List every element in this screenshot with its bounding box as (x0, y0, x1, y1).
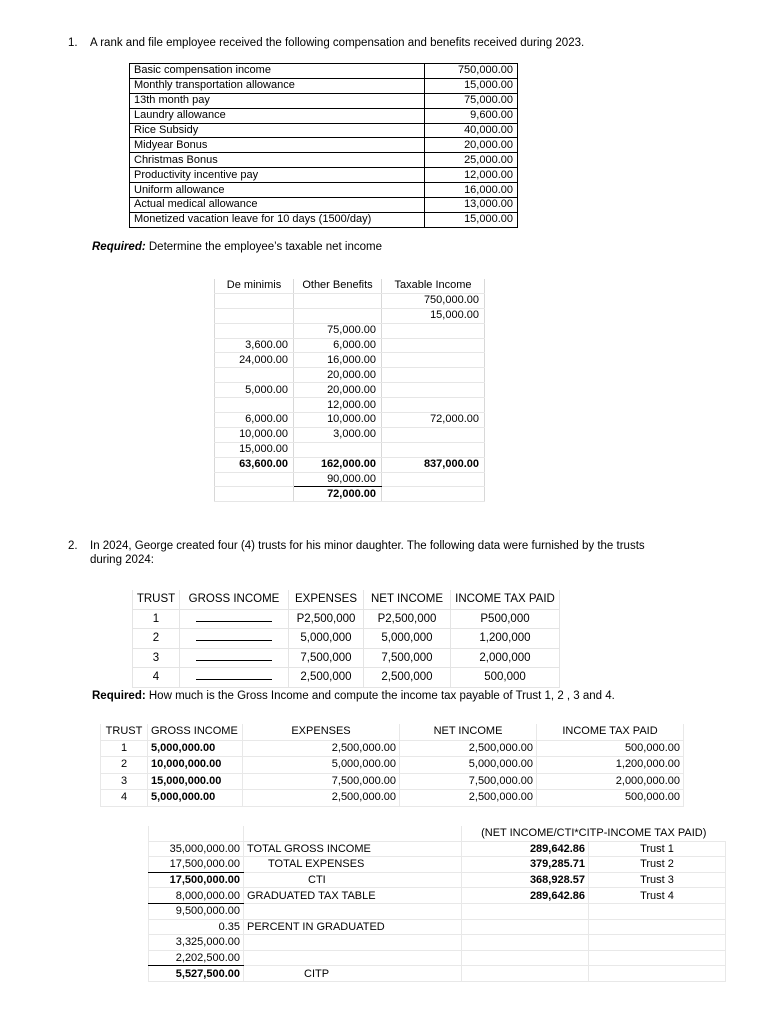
worksheet-cell: 10,000.00 (215, 427, 294, 442)
q1-text: A rank and file employee received the following compensation and benefits received during 2023. (90, 37, 585, 49)
computation-label (244, 903, 462, 919)
computation-label: TOTAL GROSS INCOME (244, 841, 462, 857)
compensation-row (130, 212, 518, 227)
compensation-row (130, 123, 518, 138)
computation-label: CTI (244, 872, 462, 888)
computation-row (149, 903, 726, 919)
worksheet-header-row (215, 279, 485, 293)
computation-result (462, 919, 589, 935)
required-text-2: How much is the Gross Income and compute the income tax payable of Trust 1, 2 , 3 and 4. (145, 690, 615, 702)
worksheet-cell (294, 442, 382, 457)
answer-gross-income: 5,000,000.00 (148, 790, 243, 807)
computation-amount: 35,000,000.00 (149, 841, 244, 857)
trust-header: INCOME TAX PAID (451, 590, 560, 609)
taxable-excess: 72,000.00 (294, 487, 382, 502)
computation-trust (589, 950, 726, 966)
compensation-label: Uniform allowance (130, 183, 425, 198)
compensation-value: 13,000.00 (425, 198, 518, 213)
worksheet-row (215, 293, 485, 308)
answer-net-income: 7,500,000.00 (400, 773, 537, 790)
taxable-income-worksheet (214, 279, 485, 502)
computation-note-row (149, 826, 726, 841)
required-label: Required: (92, 241, 146, 253)
compensation-label: Monetized vacation leave for 10 days (1500/day) (130, 212, 425, 227)
worksheet-row (215, 413, 485, 428)
fill-in-blank (196, 630, 272, 641)
fill-in-blank (196, 611, 272, 622)
answer-expenses: 5,000,000.00 (243, 757, 400, 774)
worksheet-cell (382, 323, 485, 338)
compensation-value: 40,000.00 (425, 123, 518, 138)
computation-label: CITP (244, 966, 462, 982)
answer-header: NET INCOME (400, 724, 537, 740)
computation-label: TOTAL EXPENSES (244, 857, 462, 873)
answer-trust: 2 (101, 757, 148, 774)
worksheet-cell: 15,000.00 (382, 308, 485, 323)
computation-trust: Trust 2 (589, 857, 726, 873)
worksheet-row (215, 368, 485, 383)
compensation-label: Actual medical allowance (130, 198, 425, 213)
q2-text-line1: In 2024, George created four (4) trusts for his minor daughter. The following data were furnished by the trusts (90, 540, 645, 552)
compensation-row (130, 183, 518, 198)
worksheet-cell (215, 368, 294, 383)
worksheet-cell (215, 293, 294, 308)
worksheet-header: Other Benefits (294, 279, 382, 293)
answer-expenses: 2,500,000.00 (243, 740, 400, 757)
worksheet-cell: 6,000.00 (294, 338, 382, 353)
trust-income-tax-paid: P500,000 (451, 609, 560, 629)
trust-row (133, 668, 560, 688)
computation-amount: 17,500,000.00 (149, 872, 244, 888)
trust-row (133, 609, 560, 629)
gross-income-blank (180, 668, 289, 688)
trust-header: GROSS INCOME (180, 590, 289, 609)
computation-label (244, 935, 462, 951)
trust-net-income: P2,500,000 (364, 609, 451, 629)
fill-in-blank (196, 650, 272, 661)
q1-required (92, 241, 382, 253)
worksheet-cell: 750,000.00 (382, 293, 485, 308)
computation-cell (244, 826, 462, 841)
worksheet-cell: 16,000.00 (294, 353, 382, 368)
worksheet-row (215, 353, 485, 368)
compensation-row (130, 93, 518, 108)
computation-cell (149, 826, 244, 841)
worksheet-row (215, 383, 485, 398)
computation-result (462, 903, 589, 919)
computation-trust: Trust 3 (589, 872, 726, 888)
compensation-value: 12,000.00 (425, 168, 518, 183)
compensation-value: 75,000.00 (425, 93, 518, 108)
compensation-value: 15,000.00 (425, 78, 518, 93)
compensation-row (130, 108, 518, 123)
worksheet-cell (382, 383, 485, 398)
computation-result: 289,642.86 (462, 888, 589, 904)
computation-amount: 2,202,500.00 (149, 950, 244, 966)
computation-row (149, 872, 726, 888)
trust-tax-computation (148, 826, 726, 982)
worksheet-cell: 20,000.00 (294, 383, 382, 398)
required-label-2: Required: (92, 690, 146, 702)
gross-income-blank (180, 629, 289, 649)
gross-income-blank (180, 648, 289, 668)
trust-net-income: 2,500,000 (364, 668, 451, 688)
compensation-value: 16,000.00 (425, 183, 518, 198)
compensation-row (130, 168, 518, 183)
trust-answer-table (100, 724, 684, 807)
fill-in-blank (196, 669, 272, 680)
compensation-value: 750,000.00 (425, 64, 518, 79)
worksheet-cell (215, 472, 294, 487)
answer-header: EXPENSES (243, 724, 400, 740)
answer-gross-income: 10,000,000.00 (148, 757, 243, 774)
worksheet-cell (382, 368, 485, 383)
worksheet-cell (215, 398, 294, 413)
answer-net-income: 2,500,000.00 (400, 740, 537, 757)
answer-expenses: 7,500,000.00 (243, 773, 400, 790)
answer-trust: 4 (101, 790, 148, 807)
trust-income-tax-paid: 1,200,000 (451, 629, 560, 649)
answer-row (101, 790, 684, 807)
computation-row (149, 888, 726, 904)
answer-gross-income: 5,000,000.00 (148, 740, 243, 757)
computation-amount: 17,500,000.00 (149, 857, 244, 873)
computation-trust (589, 966, 726, 982)
worksheet-row (215, 398, 485, 413)
computation-result: 289,642.86 (462, 841, 589, 857)
worksheet-cell: 75,000.00 (294, 323, 382, 338)
worksheet-row (215, 308, 485, 323)
computation-amount: 0.35 (149, 919, 244, 935)
worksheet-cell (382, 398, 485, 413)
worksheet-cell: 3,600.00 (215, 338, 294, 353)
answer-expenses: 2,500,000.00 (243, 790, 400, 807)
trust-income-tax-paid: 500,000 (451, 668, 560, 688)
worksheet-cell (215, 323, 294, 338)
worksheet-cell: 5,000.00 (215, 383, 294, 398)
computation-row (149, 841, 726, 857)
computation-result (462, 950, 589, 966)
trust-income-tax-paid: 2,000,000 (451, 648, 560, 668)
computation-result (462, 966, 589, 982)
compensation-label: Productivity incentive pay (130, 168, 425, 183)
worksheet-row (215, 338, 485, 353)
answer-net-income: 5,000,000.00 (400, 757, 537, 774)
answer-trust: 3 (101, 773, 148, 790)
compensation-value: 15,000.00 (425, 212, 518, 227)
trust-row (133, 629, 560, 649)
answer-tax-paid: 2,000,000.00 (537, 773, 684, 790)
worksheet-header: De minimis (215, 279, 294, 293)
worksheet-cell (382, 487, 485, 502)
worksheet-cell (294, 293, 382, 308)
answer-header: INCOME TAX PAID (537, 724, 684, 740)
answer-trust: 1 (101, 740, 148, 757)
worksheet-cell: 15,000.00 (215, 442, 294, 457)
trust-number: 2 (133, 629, 180, 649)
answer-tax-paid: 500,000.00 (537, 790, 684, 807)
trust-expenses: P2,500,000 (289, 609, 364, 629)
computation-trust: Trust 4 (589, 888, 726, 904)
compensation-value: 20,000.00 (425, 138, 518, 153)
worksheet-total: 837,000.00 (382, 457, 485, 472)
compensation-table (129, 63, 518, 228)
computation-trust (589, 903, 726, 919)
compensation-label: Midyear Bonus (130, 138, 425, 153)
worksheet-cell (382, 338, 485, 353)
computation-amount: 8,000,000.00 (149, 888, 244, 904)
computation-trust: Trust 1 (589, 841, 726, 857)
computation-amount: 3,325,000.00 (149, 935, 244, 951)
trust-row (133, 648, 560, 668)
worksheet-cell: 24,000.00 (215, 353, 294, 368)
q2-text-line2: during 2024: (90, 554, 154, 566)
computation-row (149, 950, 726, 966)
trust-net-income: 7,500,000 (364, 648, 451, 668)
trust-header-row (133, 590, 560, 609)
worksheet-cell (382, 472, 485, 487)
trust-header: TRUST (133, 590, 180, 609)
compensation-row (130, 78, 518, 93)
answer-tax-paid: 500,000.00 (537, 740, 684, 757)
compensation-row (130, 64, 518, 79)
worksheet-cell: 3,000.00 (294, 427, 382, 442)
worksheet-cell: 12,000.00 (294, 398, 382, 413)
answer-row (101, 757, 684, 774)
worksheet-cell (294, 308, 382, 323)
compensation-row (130, 198, 518, 213)
computation-label (244, 950, 462, 966)
worksheet-cell: 10,000.00 (294, 413, 382, 428)
worksheet-totals-row (215, 457, 485, 472)
compensation-label: Basic compensation income (130, 64, 425, 79)
computation-label: PERCENT IN GRADUATED (244, 919, 462, 935)
worksheet-cell (382, 353, 485, 368)
worksheet-excess-row (215, 487, 485, 502)
computation-row (149, 919, 726, 935)
trust-header: EXPENSES (289, 590, 364, 609)
worksheet-row (215, 323, 485, 338)
worksheet-header: Taxable Income (382, 279, 485, 293)
computation-row (149, 966, 726, 982)
computation-result (462, 935, 589, 951)
trust-number: 3 (133, 648, 180, 668)
q2-required (92, 690, 615, 702)
worksheet-cell (215, 308, 294, 323)
worksheet-cell: 20,000.00 (294, 368, 382, 383)
compensation-row (130, 153, 518, 168)
compensation-label: Christmas Bonus (130, 153, 425, 168)
required-text: Determine the employee’s taxable net income (145, 241, 382, 253)
computation-amount: 9,500,000.00 (149, 903, 244, 919)
q1-number: 1. (68, 37, 78, 49)
gross-income-blank (180, 609, 289, 629)
worksheet-less-row (215, 472, 485, 487)
trust-net-income: 5,000,000 (364, 629, 451, 649)
q2-number: 2. (68, 540, 78, 552)
worksheet-row (215, 442, 485, 457)
answer-net-income: 2,500,000.00 (400, 790, 537, 807)
worksheet-cell: 72,000.00 (382, 413, 485, 428)
computation-row (149, 935, 726, 951)
compensation-label: 13th month pay (130, 93, 425, 108)
computation-amount: 5,527,500.00 (149, 966, 244, 982)
trust-number: 1 (133, 609, 180, 629)
answer-row (101, 773, 684, 790)
computation-trust (589, 919, 726, 935)
compensation-label: Rice Subsidy (130, 123, 425, 138)
trust-expenses: 2,500,000 (289, 668, 364, 688)
compensation-label: Monthly transportation allowance (130, 78, 425, 93)
worksheet-cell (382, 427, 485, 442)
computation-result: 368,928.57 (462, 872, 589, 888)
answer-tax-paid: 1,200,000.00 (537, 757, 684, 774)
answer-header: GROSS INCOME (148, 724, 243, 740)
computation-label: GRADUATED TAX TABLE (244, 888, 462, 904)
computation-trust (589, 935, 726, 951)
answer-row (101, 740, 684, 757)
less-exempt-ceiling: 90,000.00 (294, 472, 382, 487)
worksheet-row (215, 427, 485, 442)
worksheet-cell: 6,000.00 (215, 413, 294, 428)
trust-header: NET INCOME (364, 590, 451, 609)
worksheet-cell (382, 442, 485, 457)
trust-expenses: 7,500,000 (289, 648, 364, 668)
trust-expenses: 5,000,000 (289, 629, 364, 649)
compensation-value: 25,000.00 (425, 153, 518, 168)
formula-note: (NET INCOME/CTI*CITP-INCOME TAX PAID) (462, 826, 726, 841)
compensation-value: 9,600.00 (425, 108, 518, 123)
computation-result: 379,285.71 (462, 857, 589, 873)
trust-number: 4 (133, 668, 180, 688)
compensation-label: Laundry allowance (130, 108, 425, 123)
answer-gross-income: 15,000,000.00 (148, 773, 243, 790)
compensation-row (130, 138, 518, 153)
worksheet-cell (215, 487, 294, 502)
worksheet-total: 63,600.00 (215, 457, 294, 472)
answer-header-row (101, 724, 684, 740)
worksheet-total: 162,000.00 (294, 457, 382, 472)
answer-header: TRUST (101, 724, 148, 740)
computation-row (149, 857, 726, 873)
trust-data-table (132, 590, 560, 688)
